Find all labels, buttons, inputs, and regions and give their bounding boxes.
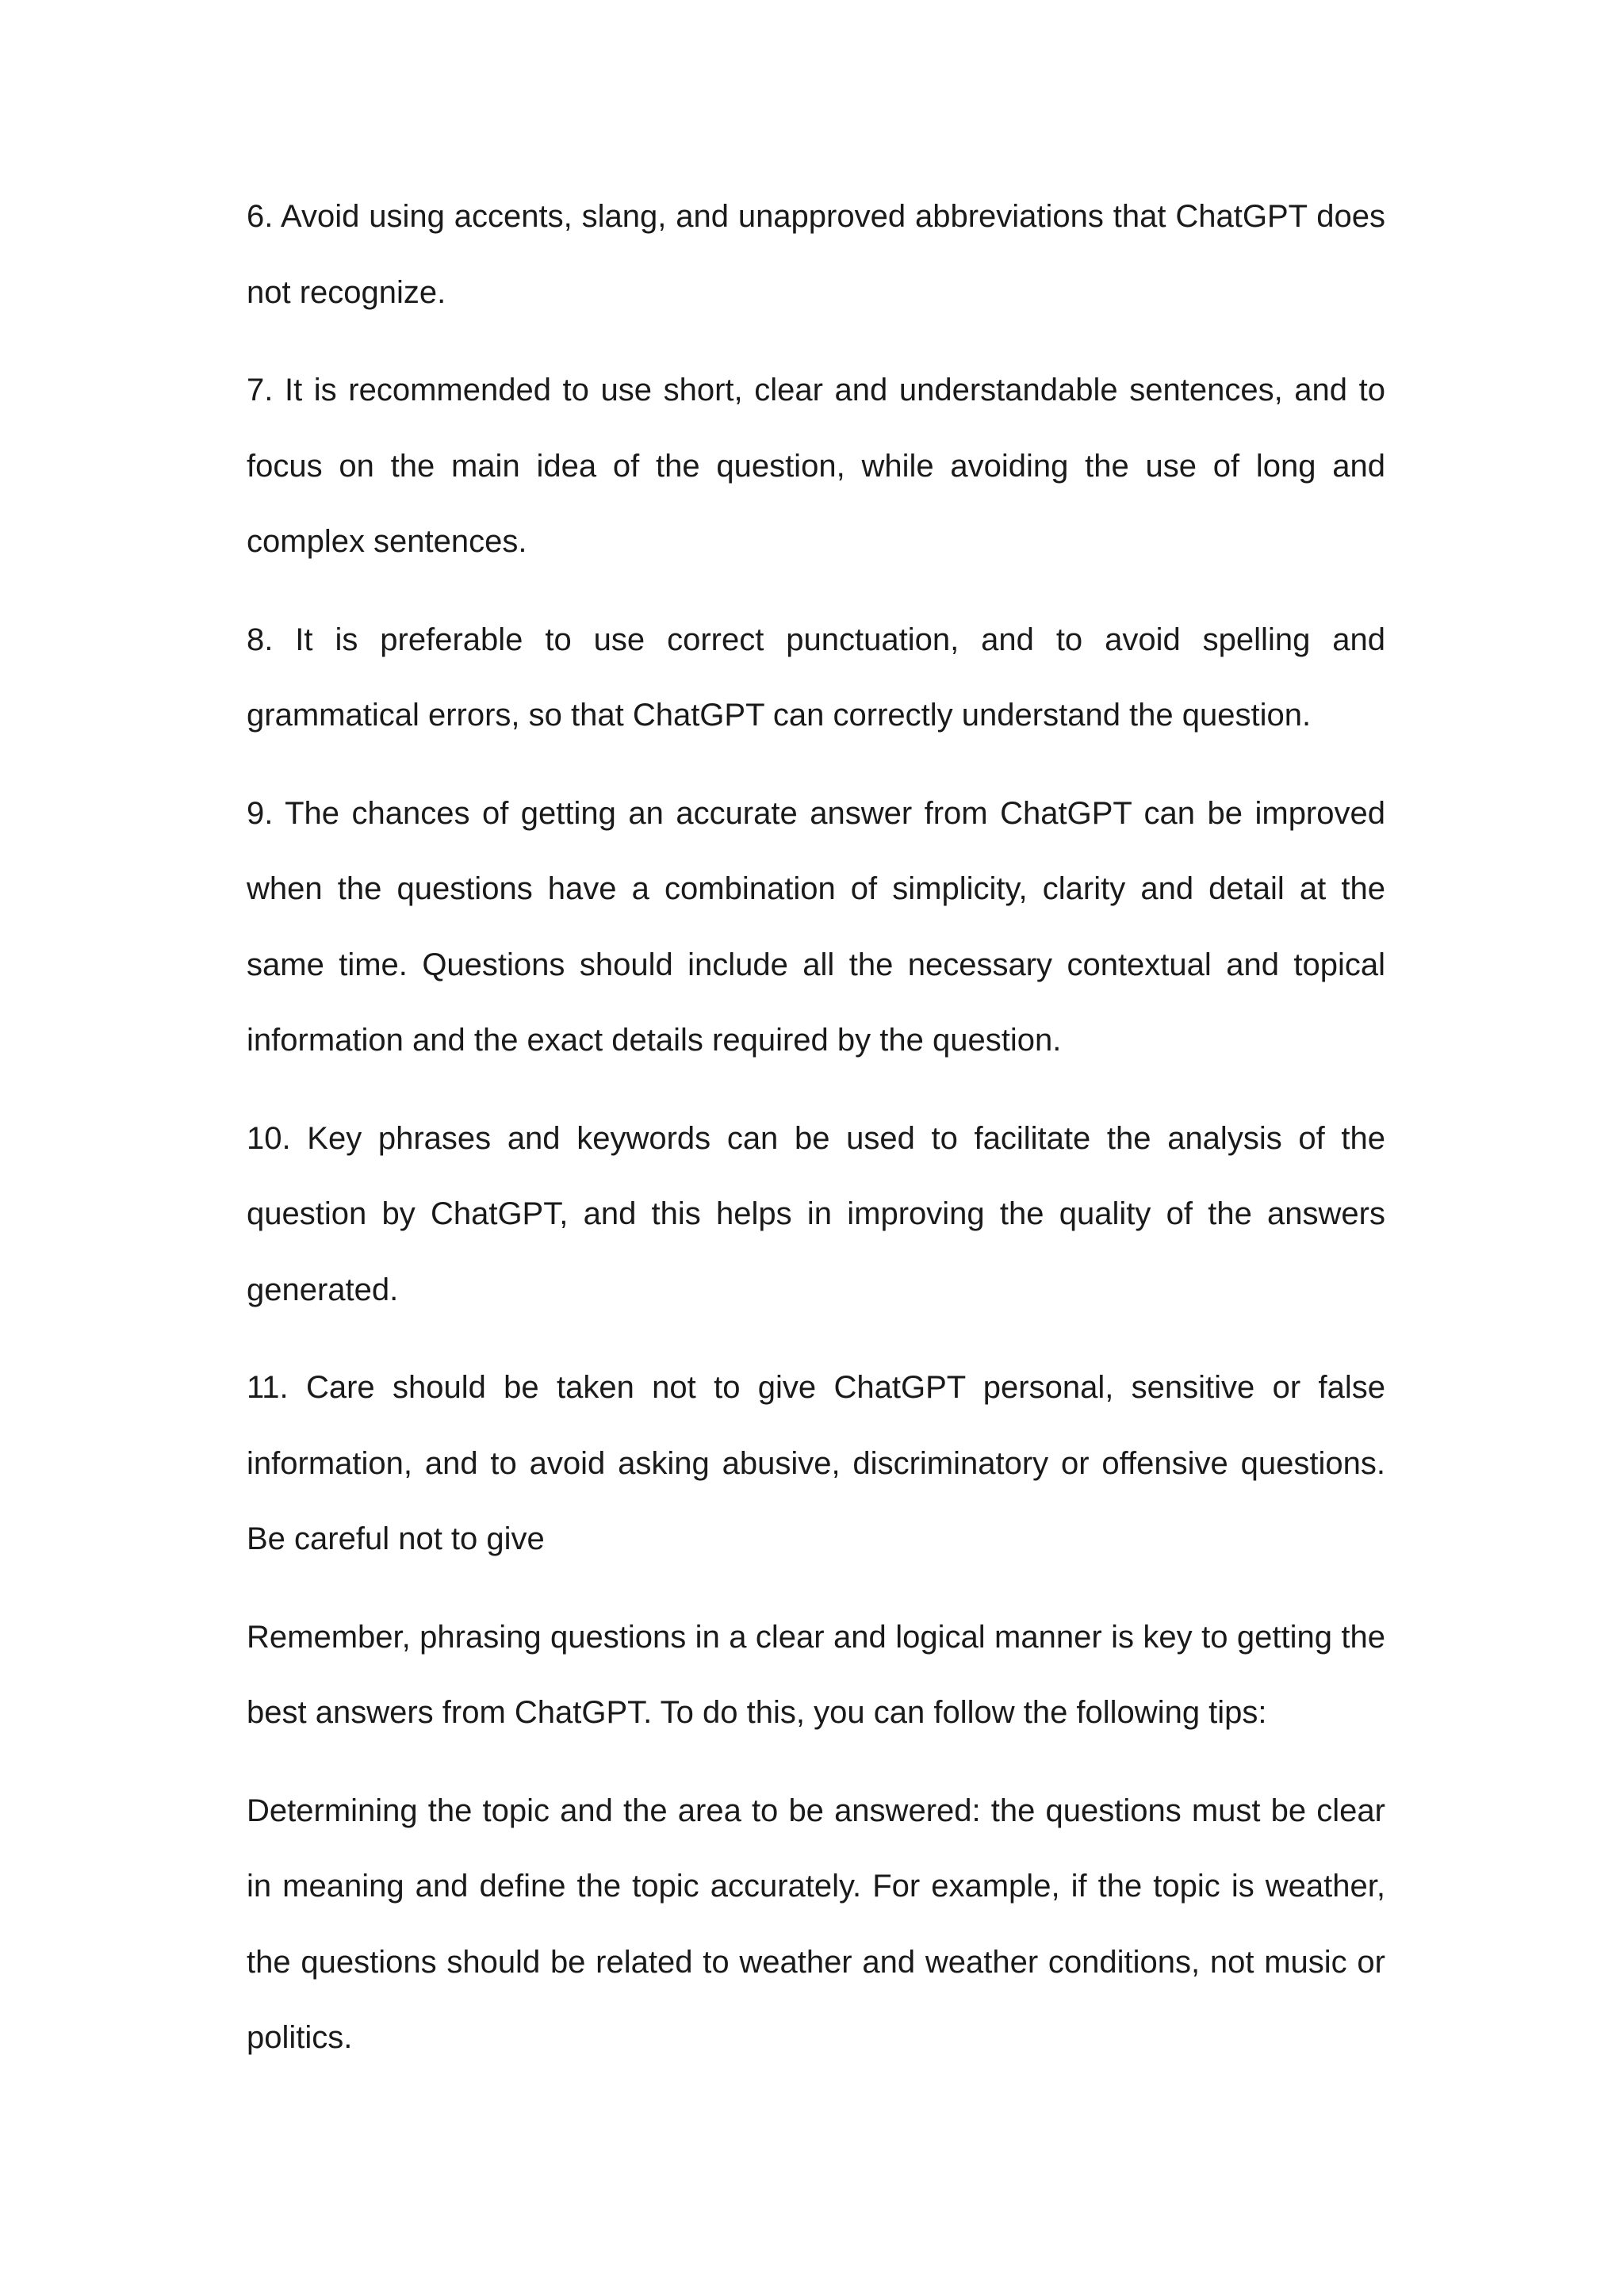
paragraph-tip-10: 10. Key phrases and keywords can be used to facilitate the analysis of the question by ChatGPT, and this helps in improving the quality of the answers generated.	[247, 1120, 1385, 1307]
paragraph-tip-6: 6. Avoid using accents, slang, and unapproved abbreviations that ChatGPT does not recognize.	[247, 199, 1385, 310]
paragraph-tip-11: 11. Care should be taken not to give ChatGPT personal, sensitive or false information, and to avoid asking abusive, discriminatory or offensive questions. Be careful not to give	[247, 1370, 1385, 1556]
paragraph-tip-8: 8. It is preferable to use correct punctuation, and to avoid spelling and grammatical errors, so that ChatGPT can correctly understand the question.	[247, 622, 1385, 733]
paragraph-determining-topic: Determining the topic and the area to be answered: the questions must be clear in meaning and define the topic accurately. For example, if the topic is weather, the questions should be related to weather and weather conditions, not music or politics.	[247, 1793, 1385, 2055]
paragraph-remember: Remember, phrasing questions in a clear and logical manner is key to getting the best answers from ChatGPT. To do this, you can follow the following tips:	[247, 1619, 1385, 1730]
paragraph-tip-7: 7. It is recommended to use short, clear and understandable sentences, and to focus on the main idea of the question, while avoiding the use of long and complex sentences.	[247, 373, 1385, 559]
paragraph-tip-9: 9. The chances of getting an accurate answer from ChatGPT can be improved when the questions have a combination of simplicity, clarity and detail at the same time. Questions should include all the necessary contextual and topical information and the exact details required by the question.	[247, 795, 1385, 1058]
document-body	[247, 179, 1385, 2099]
